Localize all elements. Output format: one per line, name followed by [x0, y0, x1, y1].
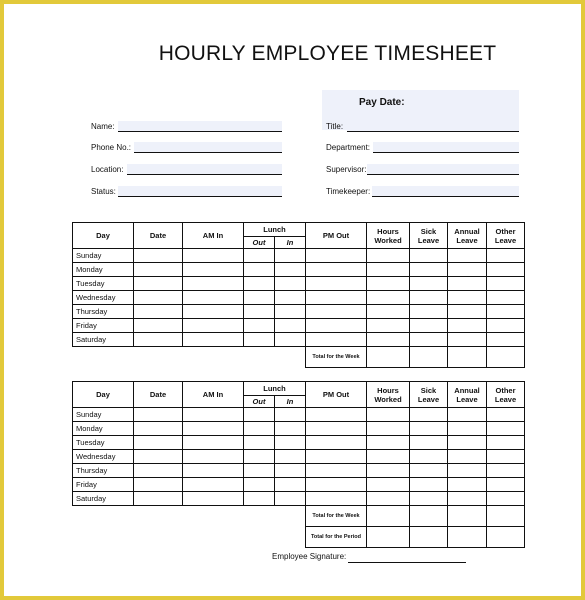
- annual-leave-cell[interactable]: [448, 422, 487, 436]
- am-in-cell[interactable]: [183, 492, 244, 506]
- table-row: [73, 277, 525, 291]
- date-cell[interactable]: [134, 305, 183, 319]
- sick-leave-cell[interactable]: [410, 277, 448, 291]
- am-in-cell[interactable]: [183, 333, 244, 347]
- annual-leave-cell[interactable]: [448, 408, 487, 422]
- total-week-hours[interactable]: [367, 506, 410, 527]
- annual-leave-cell[interactable]: [448, 450, 487, 464]
- supervisor-label: Supervisor:: [326, 165, 367, 174]
- signature-label: Employee Signature:: [272, 552, 347, 561]
- total-week-label: Total for the Week: [306, 506, 367, 527]
- annual-leave-cell[interactable]: [448, 249, 487, 263]
- annual-leave-cell[interactable]: [448, 478, 487, 492]
- lunch-out-cell[interactable]: [244, 492, 275, 506]
- pm-out-cell[interactable]: [306, 277, 367, 291]
- day-cell: Wednesday: [73, 291, 134, 305]
- hours-worked-cell[interactable]: [367, 492, 410, 506]
- table-row: [73, 422, 525, 436]
- hours-worked-cell[interactable]: [367, 291, 410, 305]
- pm-out-cell[interactable]: [306, 492, 367, 506]
- header-pm-out: PM Out: [306, 382, 367, 408]
- total-period-sick[interactable]: [410, 527, 448, 548]
- table-row: [73, 249, 525, 263]
- annual-leave-cell[interactable]: [448, 492, 487, 506]
- date-cell[interactable]: [134, 408, 183, 422]
- pm-out-cell[interactable]: [306, 436, 367, 450]
- table-row: [73, 492, 525, 506]
- total-week-sick[interactable]: [410, 506, 448, 527]
- header-hours-worked: Hours Worked: [367, 382, 410, 408]
- am-in-cell[interactable]: [183, 263, 244, 277]
- total-week-hours[interactable]: [367, 347, 410, 368]
- date-cell[interactable]: [134, 291, 183, 305]
- lunch-out-cell[interactable]: [244, 333, 275, 347]
- pm-out-cell[interactable]: [306, 450, 367, 464]
- table-row: [73, 319, 525, 333]
- other-leave-cell[interactable]: [487, 478, 525, 492]
- date-cell[interactable]: [134, 464, 183, 478]
- day-cell: Tuesday: [73, 277, 134, 291]
- lunch-in-cell[interactable]: [275, 478, 306, 492]
- sick-leave-cell[interactable]: [410, 291, 448, 305]
- department-label: Department:: [326, 143, 371, 152]
- timekeeper-field[interactable]: [372, 186, 519, 197]
- header-day: Day: [73, 382, 134, 408]
- table-row: [73, 305, 525, 319]
- other-leave-cell[interactable]: [487, 422, 525, 436]
- sick-leave-cell[interactable]: [410, 422, 448, 436]
- lunch-in-cell[interactable]: [275, 333, 306, 347]
- sick-leave-cell[interactable]: [410, 319, 448, 333]
- sick-leave-cell[interactable]: [410, 450, 448, 464]
- other-leave-cell[interactable]: [487, 305, 525, 319]
- day-cell: Friday: [73, 319, 134, 333]
- page-title: HOURLY EMPLOYEE TIMESHEET: [158, 42, 497, 65]
- day-cell: Thursday: [73, 464, 134, 478]
- day-cell: Monday: [73, 422, 134, 436]
- sick-leave-cell[interactable]: [410, 249, 448, 263]
- signature-field[interactable]: [348, 552, 466, 563]
- day-cell: Wednesday: [73, 450, 134, 464]
- header-lunch-out: Out: [244, 396, 275, 408]
- lunch-out-cell[interactable]: [244, 319, 275, 333]
- hours-worked-cell[interactable]: [367, 305, 410, 319]
- header-lunch-out: Out: [244, 237, 275, 249]
- department-field[interactable]: [373, 142, 519, 153]
- timesheet-table-week-2: [72, 381, 525, 548]
- supervisor-field[interactable]: [367, 164, 519, 175]
- annual-leave-cell[interactable]: [448, 291, 487, 305]
- sick-leave-cell[interactable]: [410, 492, 448, 506]
- header-lunch-in: In: [275, 237, 306, 249]
- annual-leave-cell[interactable]: [448, 277, 487, 291]
- timesheet-table-week-1: [72, 222, 525, 368]
- hours-worked-cell[interactable]: [367, 249, 410, 263]
- total-week-annual[interactable]: [448, 347, 487, 368]
- other-leave-cell[interactable]: [487, 277, 525, 291]
- pm-out-cell[interactable]: [306, 464, 367, 478]
- date-cell[interactable]: [134, 263, 183, 277]
- name-field[interactable]: [118, 121, 282, 132]
- annual-leave-cell[interactable]: [448, 333, 487, 347]
- sick-leave-cell[interactable]: [410, 478, 448, 492]
- date-cell[interactable]: [134, 319, 183, 333]
- other-leave-cell[interactable]: [487, 436, 525, 450]
- location-field[interactable]: [127, 164, 282, 175]
- header-sick-leave: Sick Leave: [410, 382, 448, 408]
- table-row: [73, 450, 525, 464]
- annual-leave-cell[interactable]: [448, 263, 487, 277]
- annual-leave-cell[interactable]: [448, 319, 487, 333]
- lunch-out-cell[interactable]: [244, 249, 275, 263]
- header-day: Day: [73, 223, 134, 249]
- annual-leave-cell[interactable]: [448, 436, 487, 450]
- pay-date-label: Pay Date:: [359, 97, 405, 108]
- sick-leave-cell[interactable]: [410, 436, 448, 450]
- lunch-out-cell[interactable]: [244, 305, 275, 319]
- lunch-out-cell[interactable]: [244, 263, 275, 277]
- other-leave-cell[interactable]: [487, 464, 525, 478]
- lunch-out-cell[interactable]: [244, 464, 275, 478]
- lunch-in-cell[interactable]: [275, 422, 306, 436]
- lunch-in-cell[interactable]: [275, 249, 306, 263]
- hours-worked-cell[interactable]: [367, 422, 410, 436]
- header-annual-leave: Annual Leave: [448, 382, 487, 408]
- am-in-cell[interactable]: [183, 464, 244, 478]
- hours-worked-cell[interactable]: [367, 319, 410, 333]
- table-row: [73, 464, 525, 478]
- table-row: [73, 478, 525, 492]
- day-cell: Sunday: [73, 408, 134, 422]
- pm-out-cell[interactable]: [306, 408, 367, 422]
- other-leave-cell[interactable]: [487, 263, 525, 277]
- pm-out-cell[interactable]: [306, 333, 367, 347]
- day-cell: Saturday: [73, 492, 134, 506]
- sick-leave-cell[interactable]: [410, 464, 448, 478]
- date-cell[interactable]: [134, 277, 183, 291]
- header-other-leave: Other Leave: [487, 223, 525, 249]
- day-cell: Saturday: [73, 333, 134, 347]
- pm-out-cell[interactable]: [306, 478, 367, 492]
- pm-out-cell[interactable]: [306, 291, 367, 305]
- header-lunch: Lunch: [244, 382, 306, 396]
- annual-leave-cell[interactable]: [448, 305, 487, 319]
- day-cell: Monday: [73, 263, 134, 277]
- am-in-cell[interactable]: [183, 450, 244, 464]
- table-row: [73, 263, 525, 277]
- day-cell: Tuesday: [73, 436, 134, 450]
- phone-field[interactable]: [134, 142, 282, 153]
- table-row: [73, 408, 525, 422]
- lunch-in-cell[interactable]: [275, 305, 306, 319]
- phone-label: Phone No.:: [91, 143, 132, 152]
- lunch-in-cell[interactable]: [275, 291, 306, 305]
- other-leave-cell[interactable]: [487, 492, 525, 506]
- am-in-cell[interactable]: [183, 408, 244, 422]
- pm-out-cell[interactable]: [306, 305, 367, 319]
- am-in-cell[interactable]: [183, 249, 244, 263]
- sick-leave-cell[interactable]: [410, 263, 448, 277]
- other-leave-cell[interactable]: [487, 450, 525, 464]
- hours-worked-cell[interactable]: [367, 450, 410, 464]
- table-row: [73, 436, 525, 450]
- total-week-other[interactable]: [487, 347, 525, 368]
- header-hours-worked: Hours Worked: [367, 223, 410, 249]
- title-label: Title:: [326, 122, 344, 131]
- hours-worked-cell[interactable]: [367, 408, 410, 422]
- am-in-cell[interactable]: [183, 478, 244, 492]
- lunch-out-cell[interactable]: [244, 408, 275, 422]
- header-sick-leave: Sick Leave: [410, 223, 448, 249]
- lunch-in-cell[interactable]: [275, 263, 306, 277]
- pm-out-cell[interactable]: [306, 319, 367, 333]
- total-week-other[interactable]: [487, 506, 525, 527]
- header-lunch-in: In: [275, 396, 306, 408]
- lunch-in-cell[interactable]: [275, 492, 306, 506]
- total-week-label: Total for the Week: [306, 347, 367, 368]
- title-field[interactable]: [347, 121, 519, 132]
- header-other-leave: Other Leave: [487, 382, 525, 408]
- status-field[interactable]: [118, 186, 282, 197]
- header-date: Date: [134, 382, 183, 408]
- date-cell[interactable]: [134, 333, 183, 347]
- am-in-cell[interactable]: [183, 277, 244, 291]
- table-row: [73, 291, 525, 305]
- total-period-annual[interactable]: [448, 527, 487, 548]
- date-cell[interactable]: [134, 249, 183, 263]
- hours-worked-cell[interactable]: [367, 464, 410, 478]
- header-annual-leave: Annual Leave: [448, 223, 487, 249]
- lunch-in-cell[interactable]: [275, 408, 306, 422]
- am-in-cell[interactable]: [183, 436, 244, 450]
- other-leave-cell[interactable]: [487, 291, 525, 305]
- total-period-hours[interactable]: [367, 527, 410, 548]
- lunch-out-cell[interactable]: [244, 277, 275, 291]
- sick-leave-cell[interactable]: [410, 408, 448, 422]
- lunch-out-cell[interactable]: [244, 450, 275, 464]
- pm-out-cell[interactable]: [306, 249, 367, 263]
- date-cell[interactable]: [134, 422, 183, 436]
- date-cell[interactable]: [134, 492, 183, 506]
- lunch-in-cell[interactable]: [275, 319, 306, 333]
- am-in-cell[interactable]: [183, 319, 244, 333]
- header-lunch: Lunch: [244, 223, 306, 237]
- total-week-annual[interactable]: [448, 506, 487, 527]
- other-leave-cell[interactable]: [487, 319, 525, 333]
- location-label: Location:: [91, 165, 124, 174]
- other-leave-cell[interactable]: [487, 249, 525, 263]
- lunch-out-cell[interactable]: [244, 291, 275, 305]
- hours-worked-cell[interactable]: [367, 277, 410, 291]
- day-cell: Sunday: [73, 249, 134, 263]
- hours-worked-cell[interactable]: [367, 333, 410, 347]
- hours-worked-cell[interactable]: [367, 263, 410, 277]
- header-date: Date: [134, 223, 183, 249]
- date-cell[interactable]: [134, 478, 183, 492]
- lunch-out-cell[interactable]: [244, 436, 275, 450]
- lunch-in-cell[interactable]: [275, 450, 306, 464]
- total-period-label: Total for the Period: [306, 527, 367, 548]
- header-am-in: AM In: [183, 223, 244, 249]
- sick-leave-cell[interactable]: [410, 333, 448, 347]
- name-label: Name:: [91, 122, 115, 131]
- table-row: [73, 333, 525, 347]
- other-leave-cell[interactable]: [487, 408, 525, 422]
- pm-out-cell[interactable]: [306, 263, 367, 277]
- header-pm-out: PM Out: [306, 223, 367, 249]
- date-cell[interactable]: [134, 450, 183, 464]
- hours-worked-cell[interactable]: [367, 436, 410, 450]
- am-in-cell[interactable]: [183, 291, 244, 305]
- date-cell[interactable]: [134, 436, 183, 450]
- day-cell: Thursday: [73, 305, 134, 319]
- total-week-sick[interactable]: [410, 347, 448, 368]
- lunch-in-cell[interactable]: [275, 277, 306, 291]
- lunch-in-cell[interactable]: [275, 464, 306, 478]
- annual-leave-cell[interactable]: [448, 464, 487, 478]
- timekeeper-label: Timekeeper:: [326, 187, 371, 196]
- pm-out-cell[interactable]: [306, 422, 367, 436]
- other-leave-cell[interactable]: [487, 333, 525, 347]
- header-am-in: AM In: [183, 382, 244, 408]
- day-cell: Friday: [73, 478, 134, 492]
- lunch-out-cell[interactable]: [244, 422, 275, 436]
- sick-leave-cell[interactable]: [410, 305, 448, 319]
- am-in-cell[interactable]: [183, 422, 244, 436]
- lunch-in-cell[interactable]: [275, 436, 306, 450]
- status-label: Status:: [91, 187, 116, 196]
- hours-worked-cell[interactable]: [367, 478, 410, 492]
- lunch-out-cell[interactable]: [244, 478, 275, 492]
- am-in-cell[interactable]: [183, 305, 244, 319]
- total-period-other[interactable]: [487, 527, 525, 548]
